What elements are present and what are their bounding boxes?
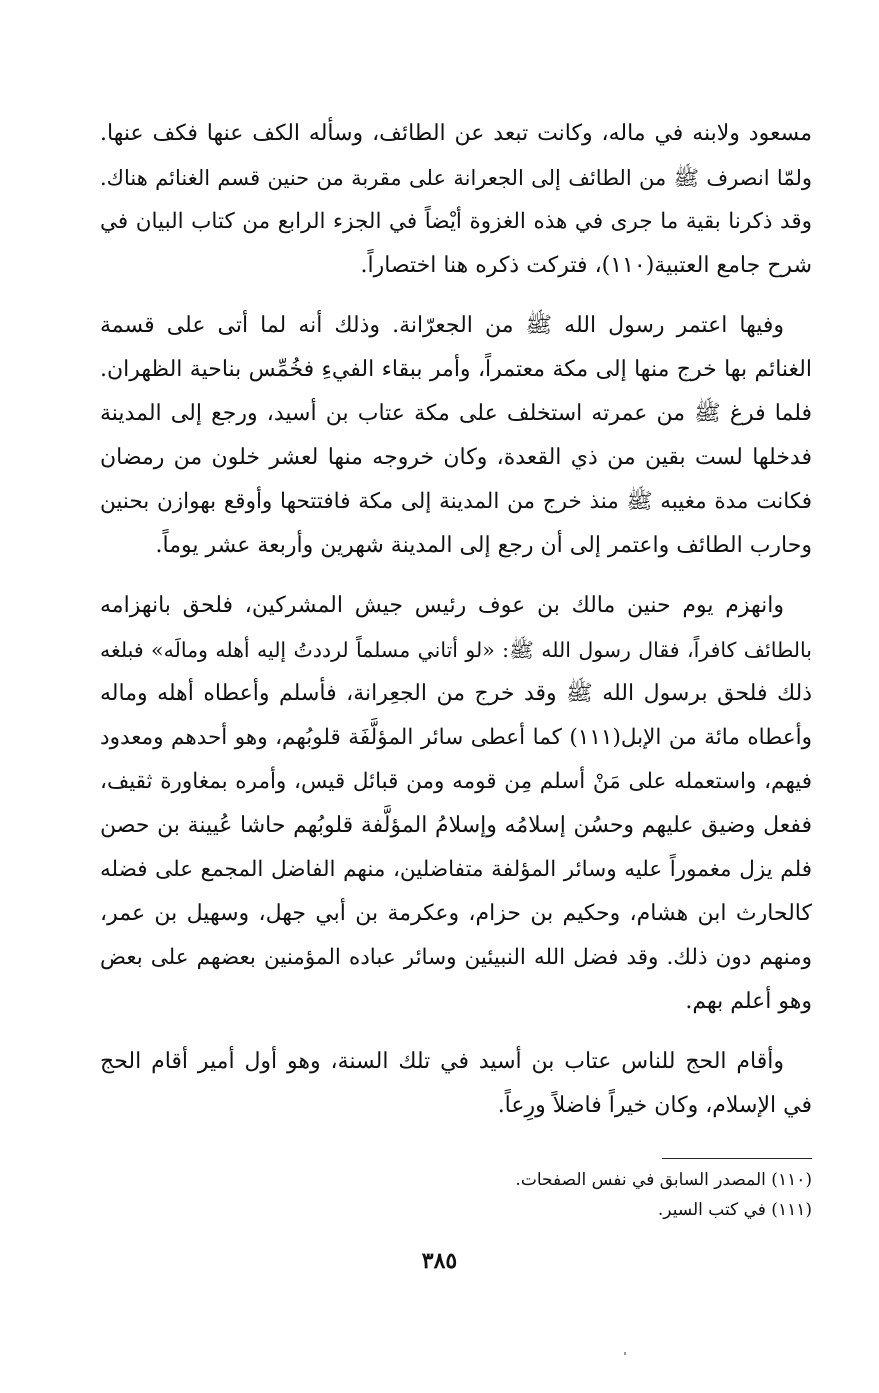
page-number: ٣٨٥ — [421, 1248, 458, 1274]
paragraph — [100, 1040, 812, 1128]
paragraph — [100, 112, 812, 288]
text-line: الغنائم بها خرج منها إلى مكة معتمراً، وأمر ببقاء الفيءِ فخُمِّس بناحية الظهران. — [100, 357, 812, 382]
text-line: فدخلها لست بقين من ذي القعدة، وكان خروجه منها لعشر خلون من رمضان — [100, 445, 812, 470]
text-line: ومنهم دون ذلك. وقد فضل الله النبيئين وسائر عباده المؤمنين بعضهم على بعض — [100, 945, 812, 970]
text-line: وقد ذكرنا بقية ما جرى في هذه الغزوة أيْضاً في الجزء الرابع من كتاب البيان في — [100, 209, 812, 234]
text-line: وانهزم يوم حنين مالك بن عوف رئيس جيش المشركين، فلحق بانهزامه — [100, 593, 784, 618]
text-line: وحارب الطائف واعتمر إلى أن رجع إلى المدينة شهرين وأربعة عشر يوماً. — [155, 533, 812, 558]
footnotes — [100, 1158, 812, 1225]
scan-speck — [624, 1352, 626, 1355]
text-line: ولمّا انصرف ﷺ من الطائف إلى الجعرانة على مقربة من حنين قسم الغنائم هناك. — [100, 166, 812, 190]
paragraph — [100, 304, 812, 568]
text-line: بالطائف كافراً، فقال رسول الله ﷺ: «لو أتاني مسلماً لرددتُ إليه أهله ومالَه» فبلغه — [100, 638, 812, 662]
text-line: وأعطاه مائة من الإبل(١١١) كما أعطى سائر المؤلَّفَة قلوبُهم، وهو أحدهم ومعدود — [100, 725, 812, 750]
text-line: وفيها اعتمر رسول الله ﷺ من الجعرّانة. وذلك أنه لما أتى على قسمة — [100, 313, 784, 338]
text-line: وهو أعلم بهم. — [685, 989, 812, 1014]
text-line: في الإسلام، وكان خيراً فاضلاً ورِعاً. — [497, 1093, 812, 1118]
text-line: وأقام الحج للناس عتاب بن أسيد في تلك السنة، وهو أول أمير أقام الحج — [100, 1049, 784, 1074]
page-body — [100, 112, 812, 1144]
text-line: ففعل وضيق عليهم وحسُن إسلامُه وإسلامُ المؤلَّفة قلوبُهم حاشا عُيينة بن حصن — [100, 813, 812, 838]
footnote: (١١٠) المصدر السابق في نفس الصفحات. — [515, 1170, 812, 1190]
paragraph — [100, 584, 812, 1024]
text-line: كالحارث ابن هشام، وحكيم بن حزام، وعكرمة بن أبي جهل، وسهيل بن عمر، — [100, 901, 812, 926]
text-line: ذلك فلحق برسول الله ﷺ وقد خرج من الجعِرانة، فأسلم وأعطاه أهله وماله — [100, 681, 812, 706]
footnote-divider — [662, 1158, 812, 1159]
text-line: فكانت مدة مغيبه ﷺ منذ خرج من المدينة إلى مكة فافتتحها وأوقع بهوازن بحنين — [100, 489, 812, 514]
text-line: مسعود ولابنه في ماله، وكانت تبعد عن الطائف، وسأله الكف عنها فكف عنها. — [100, 121, 812, 146]
footnote: (١١١) في كتب السير. — [657, 1200, 812, 1220]
text-line: شرح جامع العتبية(١١٠)، فتركت ذكره هنا اختصاراً. — [360, 253, 812, 278]
text-line: فيهم، واستعمله على مَنْ أسلم مِن قومه ومن قبائل قيس، وأمره بمغاورة ثقيف، — [100, 769, 812, 794]
text-line: فلم يزل مغموراً عليه وسائر المؤلفة متفاضلين، منهم الفاضل المجمع على فضله — [100, 857, 812, 882]
text-line: فلما فرغ ﷺ من عمرته استخلف على مكة عتاب بن أسيد، ورجع إلى المدينة — [100, 401, 812, 426]
